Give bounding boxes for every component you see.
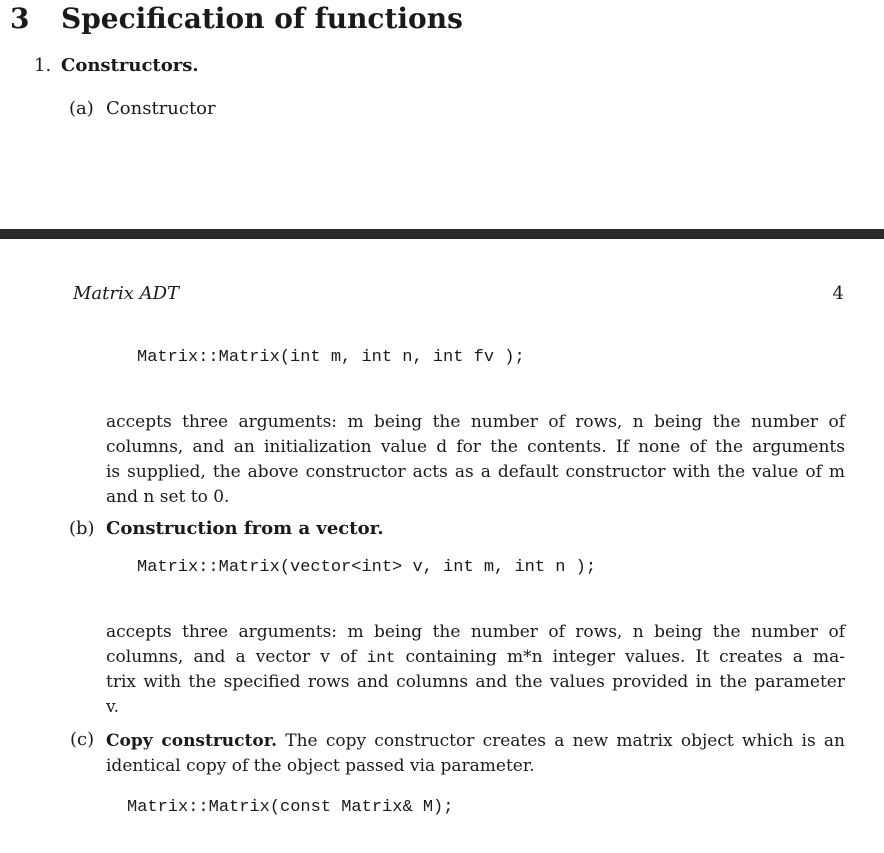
paragraph-line [106, 645, 845, 670]
paragraph-text: columns, and a vector v of [106, 647, 367, 667]
page-separator [0, 229, 884, 239]
paragraph-line: columns, and an initialization value d for the contents. If none of the arguments [106, 437, 845, 457]
paragraph-line: and n set to 0. [106, 487, 230, 507]
running-header-title: Matrix ADT [73, 283, 180, 304]
sublist-item-marker-c: (c) [70, 729, 95, 750]
paragraph-line: identical copy of the object passed via parameter. [106, 756, 535, 776]
paragraph-text: The copy constructor creates a new matrix object which is an [277, 731, 845, 751]
code-snippet-copy-constructor: Matrix::Matrix(const Matrix& M); [127, 798, 454, 817]
paragraph-line: v. [106, 697, 119, 717]
code-snippet-constructor: Matrix::Matrix(int m, int n, int fv ); [137, 348, 525, 367]
paragraph-line: accepts three arguments: m being the number of rows, n being the number of [106, 412, 845, 432]
paragraph-line: trix with the specified rows and columns and the values provided in the parameter [106, 672, 845, 692]
sublist-item-title-constructor: Constructor [106, 98, 216, 119]
copy-constructor-title: Copy constructor. [106, 731, 278, 751]
paragraph-constructor-description [106, 410, 845, 510]
list-item-marker: 1. [34, 55, 52, 76]
sublist-item-title-vector-construction: Construction from a vector. [106, 518, 384, 539]
paragraph-text: containing m*n integer values. It creates a ma- [395, 647, 845, 667]
section-number: 3 [10, 2, 30, 35]
paragraph-copy-constructor [106, 729, 845, 779]
paragraph-line: accepts three arguments: m being the number of rows, n being the number of [106, 622, 845, 642]
code-snippet-vector-constructor: Matrix::Matrix(vector<int> v, int m, int n ); [137, 558, 597, 577]
sublist-item-marker-a: (a) [69, 98, 94, 119]
paragraph-vector-description [106, 620, 845, 720]
paragraph-line [106, 729, 845, 754]
section-title: Specification of functions [61, 2, 463, 35]
page-number: 4 [832, 283, 844, 304]
paragraph-line: is supplied, the above constructor acts as a default constructor with the value of m [106, 462, 845, 482]
list-item-title-constructors: Constructors. [61, 55, 199, 76]
inline-code: int [366, 649, 396, 667]
sublist-item-marker-b: (b) [69, 518, 95, 539]
